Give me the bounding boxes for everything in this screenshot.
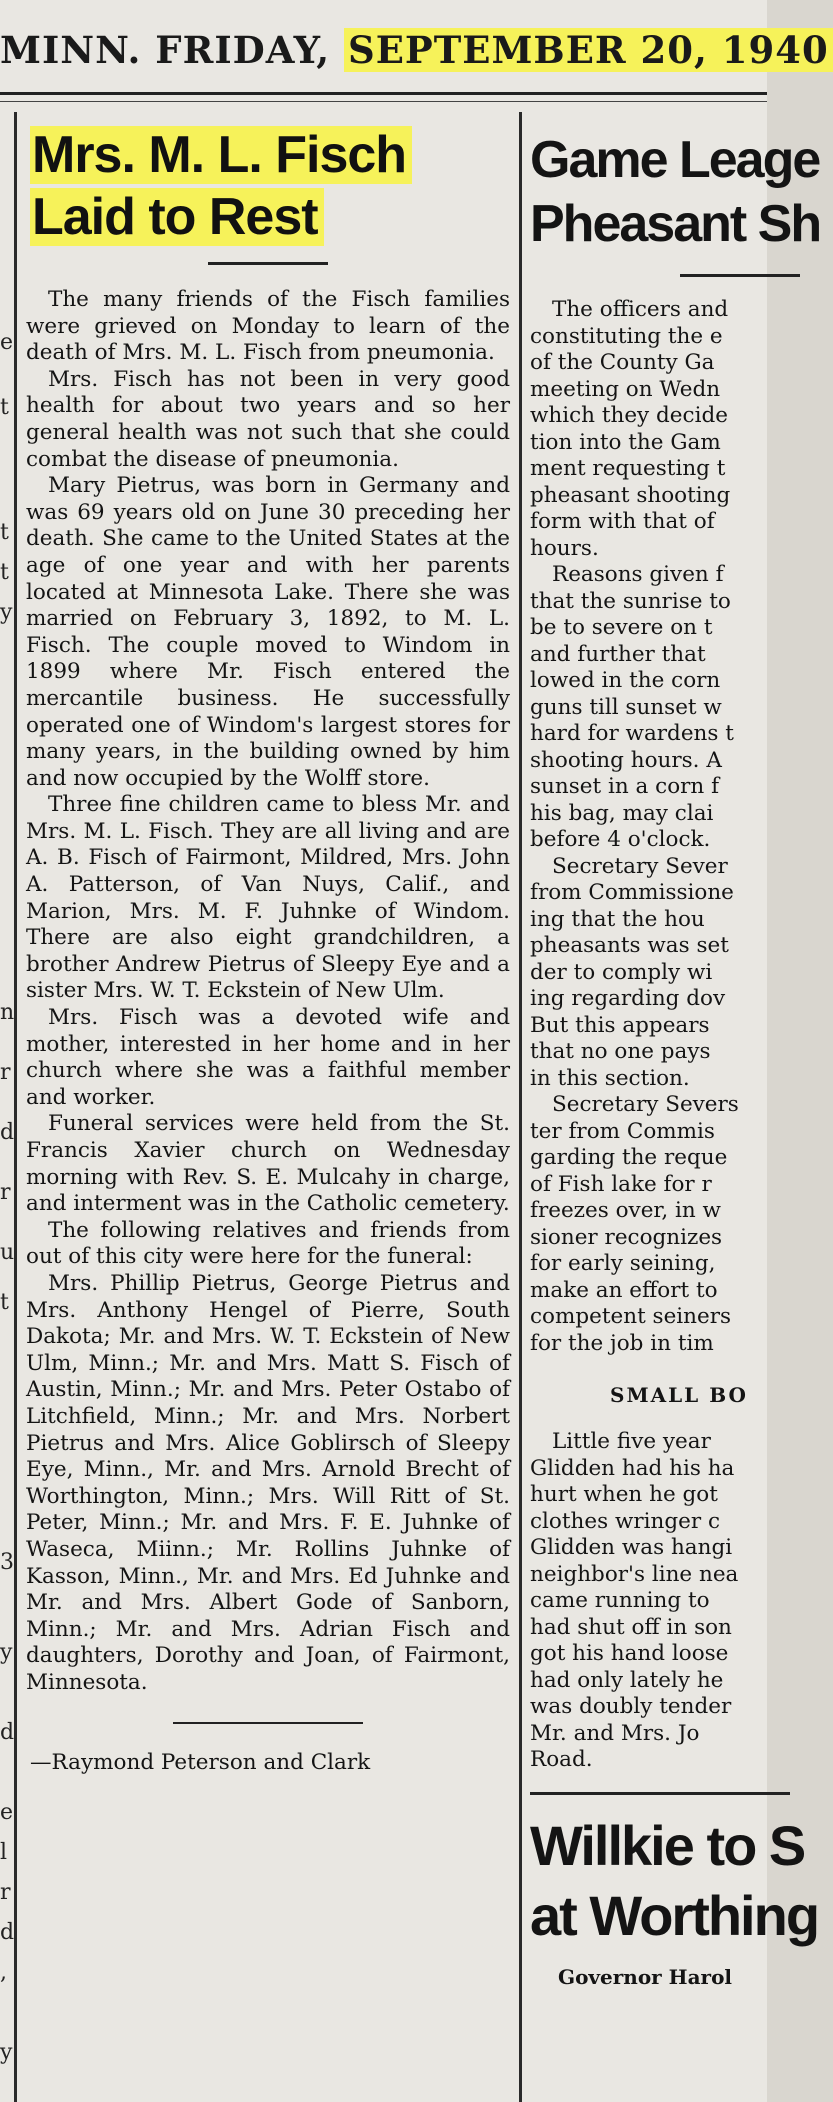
article-end-rule xyxy=(173,1722,363,1724)
left-fragment: r xyxy=(0,1060,11,1085)
article-headline xyxy=(30,124,514,248)
right-text-line: in this section. xyxy=(530,1065,690,1091)
paragraph: Funeral services were held from the St. Francis Xavier church on Wednesday morning with Rev. S. E. Mulcahy in charge, and interment was in the Catholic cemetery. xyxy=(26,1111,510,1217)
right-text-line: hours. xyxy=(530,535,599,561)
right-text-line: constituting the e xyxy=(530,323,723,349)
column-rule-left xyxy=(14,112,17,2102)
right-text-line: tion into the Gam xyxy=(530,429,721,455)
right-text-line: The officers and xyxy=(552,297,729,322)
right-text-line: hurt when he got xyxy=(530,1482,718,1507)
headline-rule xyxy=(208,262,328,265)
headline-line-1: Mrs. M. L. Fisch xyxy=(30,126,412,184)
left-fragment: r xyxy=(0,1180,11,1205)
right-text-line: ter from Commis xyxy=(530,1118,715,1144)
left-fragment: u xyxy=(0,1240,15,1265)
small-boy-body xyxy=(530,1429,810,1774)
right-text-line: which they decide xyxy=(530,403,728,428)
right-text-line: competent seiners xyxy=(530,1304,732,1329)
game-league-headline xyxy=(530,128,821,256)
right-text-line: der to comply wi xyxy=(530,959,713,985)
left-fragment: d xyxy=(0,1120,15,1145)
right-text-line: ing regarding dov xyxy=(530,986,726,1011)
right-text-line: had shut off in son xyxy=(530,1614,732,1640)
right-text-line: Glidden had his ha xyxy=(530,1455,735,1481)
left-fragment: y xyxy=(0,2040,13,2065)
right-text-line: sunset in a corn f xyxy=(530,774,720,799)
left-fragment: n xyxy=(0,1000,15,1025)
paragraph: The many friends of the Fisch families were grieved on Monday to learn of the death of Mrs. M. L. Fisch from pneumonia. xyxy=(26,287,510,366)
left-fragment: t xyxy=(0,395,9,420)
left-fragment: t xyxy=(0,560,9,585)
willkie-headline-line-2: at Worthing xyxy=(530,1883,819,1947)
willkie-headline-line-1: Willkie to S xyxy=(530,1813,805,1877)
paragraph: Mrs. Fisch was a devoted wife and mother, interested in her home and in her church where she was a faithful member and worker. xyxy=(26,1005,510,1110)
right-text-line: Secretary Sever xyxy=(552,853,728,879)
left-fragment: 3 xyxy=(0,1550,14,1575)
right-text-line: before 4 o'clock. xyxy=(530,827,711,852)
right-text-line: freezes over, in w xyxy=(530,1198,721,1223)
right-text-line: ment requesting t xyxy=(530,456,726,481)
right-text-line: got his hand loose xyxy=(530,1641,729,1666)
left-fragment: l xyxy=(0,1840,8,1865)
right-text-line: from Commissione xyxy=(530,880,734,905)
masthead-rule xyxy=(0,92,767,95)
right-text-line: Secretary Severs xyxy=(552,1092,739,1117)
obituary-article xyxy=(22,120,514,1776)
right-text-line: of Fish lake for r xyxy=(530,1171,712,1197)
right-text-line: that the sunrise to xyxy=(530,588,731,614)
dateline xyxy=(0,28,829,86)
right-text-line: his bag, may clai xyxy=(530,800,714,826)
willkie-headline xyxy=(530,1811,819,1951)
right-text-line: ing that the hou xyxy=(530,906,705,932)
right-text-line: make an effort to xyxy=(530,1277,718,1303)
right-text-line: pheasants was set xyxy=(530,933,729,958)
right-separator xyxy=(530,1792,790,1795)
right-text-line: for early seining, xyxy=(530,1251,716,1276)
right-text-line: garding the reque xyxy=(530,1145,728,1170)
left-fragment: d xyxy=(0,1920,15,1945)
right-text-line: sioner recognizes xyxy=(530,1224,723,1250)
right-text-line: of the County Ga xyxy=(530,350,715,375)
right-text-line: that no one pays xyxy=(530,1039,711,1064)
small-boy-subhead: SMALL BO xyxy=(610,1383,748,1407)
right-text-line: neighbor's line nea xyxy=(530,1561,739,1587)
left-column-fragments xyxy=(0,112,15,2102)
right-headline-line-2: Pheasant Sh xyxy=(530,195,821,253)
left-fragment: y xyxy=(0,1640,13,1665)
next-item-start: —Raymond Peterson and Clark xyxy=(30,1750,371,1776)
right-text-line: Glidden was hangi xyxy=(530,1535,733,1560)
right-text-line: had only lately he xyxy=(530,1667,724,1693)
right-column xyxy=(530,120,821,1989)
left-fragment: , xyxy=(0,1960,7,1985)
left-fragment: e xyxy=(0,1800,14,1825)
right-text-line: lowed in the corn xyxy=(530,668,721,693)
right-text-line: pheasant shooting xyxy=(530,482,731,508)
paragraph: Mrs. Fisch has not been in very good health for about two years and so her general health was not such that she could combat the disease of pneumonia. xyxy=(26,366,510,472)
left-fragment: t xyxy=(0,1290,9,1315)
left-fragment: t xyxy=(0,520,9,545)
left-fragment: d xyxy=(0,1720,15,1745)
right-text-line: meeting on Wedn xyxy=(530,376,721,402)
paragraph: Three fine children came to bless Mr. and Mrs. M. L. Fisch. They are all living and are A. B. Fisch of Fairmont, Mildred, Mrs. John A. Patterson, of Van Nuys, Calif., and Marion, Mrs. M. F. Juhnke of Windom. There are also eight grandchildren, a brother Andrew Pietrus of Sleepy Eye and a sister Mrs. W. T. Eckstein of New Ulm. xyxy=(26,792,510,1004)
game-league-body xyxy=(530,297,810,1357)
left-fragment: r xyxy=(0,1880,11,1905)
right-headline-line-1: Game Leage xyxy=(530,131,820,189)
right-text-line: came running to xyxy=(530,1588,710,1613)
left-fragment: y xyxy=(0,600,13,625)
right-text-line: shooting hours. A xyxy=(530,747,722,773)
headline-line-2: Laid to Rest xyxy=(30,188,324,246)
paragraph: Mary Pietrus, was born in Germany and was 69 years old on June 30 preceding her death. She came to the United States at the age of one year and with her parents located at Minnesota Lake. There she was married on February 3, 1892, to M. L. Fisch. The couple moved to Windom in 1899 where Mr. Fisch entered the mercantile business. He successfully operated one of Windom's largest stores for many years, in the building owned by him and now occupied by the Wolff store. xyxy=(26,473,510,791)
left-fragment: e xyxy=(0,330,14,355)
right-text-line: But this appears xyxy=(530,1012,710,1038)
right-text-line: Reasons given f xyxy=(552,562,724,587)
right-text-line: Mr. and Mrs. Jo xyxy=(530,1720,700,1746)
right-text-line: Road. xyxy=(530,1747,593,1772)
article-body xyxy=(26,287,510,1696)
right-text-line: and further that xyxy=(530,641,706,667)
right-text-line: be to severe on t xyxy=(530,615,713,640)
right-text-line: hard for wardens t xyxy=(530,721,734,746)
right-text-line: form with that of xyxy=(530,509,715,534)
right-text-line: guns till sunset w xyxy=(530,694,722,720)
masthead-rule-thin xyxy=(0,101,767,102)
right-text-line: was doubly tender xyxy=(530,1694,732,1719)
paragraph: Mrs. Phillip Pietrus, George Pietrus and Mrs. Anthony Hengel of Pierre, South Dakota; Mr. and Mrs. W. T. Eckstein of New Ulm, Minn.; Mr. and Mrs. Matt S. Fisch of Austin, Minn.; Mr. and Mrs. Peter Ostabo of Litchfield, Minn.; Mr. and Mrs. Norbert Pietrus and Mrs. Alice Goblirsch of Sleepy Eye, Minn., Mr. and Mrs. Arnold Brecht of Worthington, Minn.; Mrs. Will Ritt of St. Peter, Minn.; Mr. and Mrs. F. E. Juhnke of Waseca, Miinn.; Mr. Rollins Juhnke of Kasson, Minn., Mr. and Mrs. Ed Juhnke and Mr. and Mrs. Albert Gode of Sanborn, Minn.; Mr. and Mrs. Adrian Fisch and daughters, Dorothy and Joan, of Fairmont, Minnesota. xyxy=(26,1270,510,1695)
willkie-subline: Governor Harol xyxy=(558,1964,733,1989)
right-headline-rule xyxy=(680,274,800,277)
column-rule-right xyxy=(519,112,522,2102)
dateline-date: SEPTEMBER 20, 1940 xyxy=(344,28,833,72)
right-text-line: clothes wringer c xyxy=(530,1508,720,1534)
right-text-line: for the job in tim xyxy=(530,1330,714,1356)
right-text-line: Little five year xyxy=(552,1429,711,1454)
paragraph: The following relatives and friends from out of this city were here for the funeral: xyxy=(26,1217,510,1270)
dateline-place: MINN. FRIDAY, xyxy=(0,28,331,72)
